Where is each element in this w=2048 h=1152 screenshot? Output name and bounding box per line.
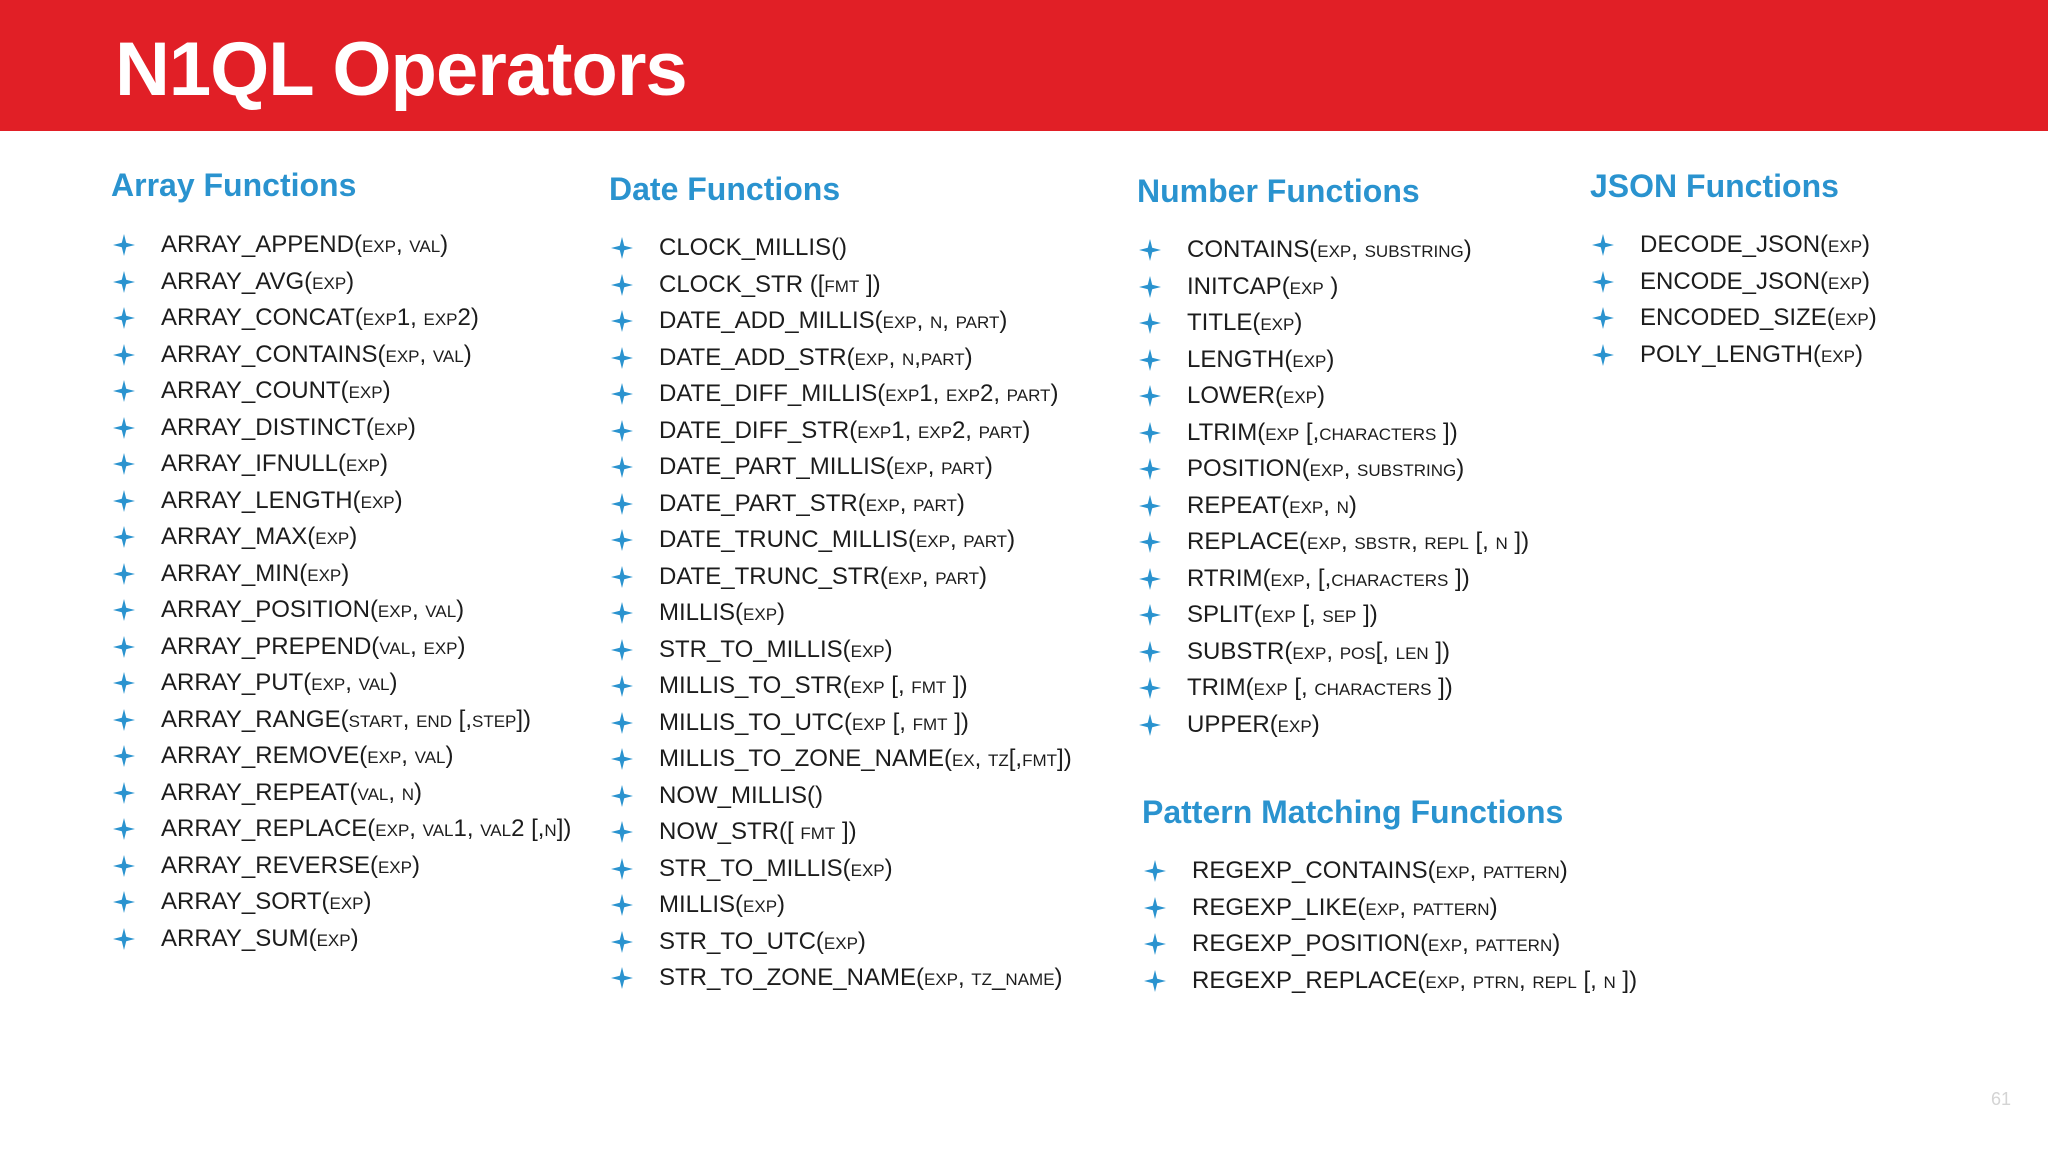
four-point-star-icon [1137,597,1163,634]
function-arguments: (exp) [1820,267,1871,295]
function-name: STR_TO_MILLIS [659,635,843,663]
function-item [1590,264,1877,301]
four-point-star-icon [609,741,635,778]
function-list [1142,853,1637,999]
function-list [609,230,1072,997]
function-arguments: (exp, tz_name) [915,964,1063,991]
four-point-star-icon [1137,269,1163,306]
four-point-star-icon [111,519,137,556]
function-name: MILLIS [659,599,736,626]
function-item [1137,378,1529,415]
function-name: ARRAY_CONTAINS [161,340,378,368]
four-point-star-icon [609,595,635,632]
four-point-star-icon [1142,926,1168,963]
function-arguments: (exp, part) [907,526,1016,553]
function-arguments: (exp, val) [353,231,449,258]
four-point-star-icon [1137,415,1163,452]
function-arguments: (exp, n,part) [846,343,973,371]
function-arguments: (exp) [735,599,786,626]
function-arguments: (exp) [735,891,786,918]
function-arguments: (exp, part) [857,489,965,517]
function-arguments: (exp) [1826,304,1877,331]
function-arguments: (exp [, fmt ]) [843,708,969,736]
four-point-star-icon [609,851,635,888]
function-arguments: (exp, pos[, len ]) [1284,637,1451,665]
function-name: ARRAY_RANGE [161,705,341,733]
function-arguments: (exp [, fmt ]) [842,672,968,699]
function-arguments: (exp) [815,927,866,955]
four-point-star-icon [1137,232,1163,269]
four-point-star-icon [609,486,635,523]
function-item [111,410,571,447]
four-point-star-icon [111,884,137,921]
four-point-star-icon [609,887,635,924]
function-item [111,337,571,374]
four-point-star-icon [1137,378,1163,415]
function-arguments: (ex, tz[,fmt]) [943,745,1072,772]
function-item [111,775,571,812]
function-item [1590,300,1877,337]
function-name: CONTAINS [1187,236,1310,263]
function-item [1137,670,1529,707]
four-point-star-icon [111,738,137,775]
function-name: CLOCK_STR ([ [659,270,825,298]
four-point-star-icon [1137,451,1163,488]
function-name: ENCODED_SIZE [1640,304,1827,331]
section-title: Pattern Matching Functions [1142,794,1564,830]
function-arguments: (exp) [340,377,391,404]
slide-title: N1QL Operators [115,27,687,112]
function-item [111,373,571,410]
function-item [609,960,1072,997]
number-functions-section [1137,171,1529,743]
function-item [1142,890,1637,927]
function-name: DECODE_JSON [1640,231,1821,258]
function-arguments: (exp, ptrn, repl [, n ]) [1417,966,1638,994]
function-arguments: (exp, n, part) [874,307,1008,334]
function-item [1137,269,1529,306]
function-item [609,413,1072,450]
function-name: DATE_DIFF_MILLIS [659,380,878,407]
function-item [1137,561,1529,598]
function-item [1590,337,1877,374]
section-title: JSON Functions [1590,168,1839,204]
title-bar [0,0,2048,131]
function-name: REGEXP_CONTAINS [1192,857,1428,884]
function-name: ARRAY_REPEAT [161,778,350,806]
function-name: ARRAY_DISTINCT [161,413,366,441]
function-item [1137,488,1529,525]
four-point-star-icon [609,449,635,486]
function-name: SPLIT [1187,601,1254,628]
function-item [111,483,571,520]
function-arguments: (exp) [304,267,355,295]
four-point-star-icon [609,340,635,377]
four-point-star-icon [609,705,635,742]
function-name: DATE_PART_STR [659,489,858,517]
function-arguments: (exp, n) [1281,491,1357,519]
function-arguments: (exp [, sep ]) [1253,601,1378,628]
function-arguments: (exp) [1252,309,1303,336]
function-item [111,592,571,629]
function-item [609,705,1072,742]
function-list [1590,227,1877,373]
function-name: DATE_ADD_STR [659,343,847,371]
function-name: SUBSTR [1187,637,1285,665]
four-point-star-icon [609,960,635,997]
function-arguments: (exp) [1820,231,1871,258]
function-item [609,376,1072,413]
function-arguments: (exp) [1284,345,1335,373]
function-name: ARRAY_REVERSE [161,851,370,879]
function-arguments: (exp, pattern) [1427,857,1568,884]
four-point-star-icon [111,556,137,593]
array-functions-section [111,165,571,957]
four-point-star-icon [1142,853,1168,890]
function-arguments: (exp, part) [885,453,993,480]
function-arguments: (exp, val) [377,340,472,368]
function-arguments: (exp) [365,413,416,441]
function-item [1137,232,1529,269]
function-item [609,778,1072,815]
function-name: STR_TO_MILLIS [659,854,843,882]
function-arguments: (exp [, characters ]) [1245,674,1453,701]
four-point-star-icon [111,702,137,739]
function-item [111,811,571,848]
function-arguments: (val, exp) [371,632,466,660]
function-name: REGEXP_POSITION [1192,930,1421,957]
four-point-star-icon [1137,342,1163,379]
function-name: REPLACE [1187,528,1300,555]
function-item [111,702,571,739]
function-name: NOW_STR([ [659,818,794,845]
function-name: ARRAY_MIN [161,559,300,587]
function-name: MILLIS_TO_STR [659,672,843,699]
four-point-star-icon [1590,300,1616,337]
function-item [609,230,1072,267]
function-list [1137,232,1529,743]
function-name: ARRAY_LENGTH [161,486,353,514]
function-name: MILLIS_TO_UTC [659,708,844,736]
function-item [1137,524,1529,561]
function-item [111,446,571,483]
function-item [1137,451,1529,488]
four-point-star-icon [111,446,137,483]
function-item [111,738,571,775]
function-item [111,665,571,702]
function-arguments: (exp) [1812,340,1863,368]
function-name: ARRAY_REPLACE [161,815,368,842]
four-point-star-icon [609,267,635,304]
four-point-star-icon [111,629,137,666]
function-item [609,449,1072,486]
four-point-star-icon [1142,890,1168,927]
page-number: 61 [1990,1089,2011,1109]
function-item [1142,853,1637,890]
four-point-star-icon [111,300,137,337]
function-arguments: fmt ]) [793,818,857,845]
function-arguments: (exp, substring) [1309,236,1472,263]
function-name: TITLE [1187,309,1253,336]
function-item [111,921,571,958]
four-point-star-icon [609,668,635,705]
function-item [609,814,1072,851]
function-arguments: (exp1, exp2, part) [849,416,1031,444]
function-name: POSITION [1187,455,1302,482]
function-arguments: (exp, part) [879,562,988,590]
four-point-star-icon [111,592,137,629]
function-item [609,741,1072,778]
function-name: ARRAY_REMOVE [161,742,360,769]
function-arguments: (exp, [,characters ]) [1262,564,1470,592]
function-item [1137,707,1529,744]
function-name: ARRAY_POSITION [161,596,370,623]
function-arguments: (exp) [352,486,403,514]
function-arguments: (exp) [1275,382,1326,409]
function-item [1137,305,1529,342]
four-point-star-icon [609,376,635,413]
function-name: REPEAT [1187,491,1282,519]
function-name: ARRAY_MAX [161,523,308,550]
four-point-star-icon [1137,634,1163,671]
four-point-star-icon [111,775,137,812]
four-point-star-icon [111,337,137,374]
function-item [609,522,1072,559]
function-item [609,924,1072,961]
function-name: ARRAY_IFNULL [161,450,338,477]
function-item [1142,963,1637,1000]
section-title: Array Functions [111,167,357,203]
function-name: UPPER [1187,710,1270,738]
function-name: ARRAY_SUM [161,924,309,952]
function-item [111,300,571,337]
function-name: LTRIM [1187,418,1258,446]
function-name: STR_TO_UTC [659,927,816,955]
function-name: ARRAY_PREPEND [161,632,372,660]
function-name: RTRIM [1187,564,1263,592]
four-point-star-icon [1137,707,1163,744]
function-arguments: (exp, val1, val2 [,n]) [367,815,572,842]
function-arguments: (exp, val) [303,669,398,696]
function-arguments: (exp) [369,851,420,879]
function-arguments: (exp) [321,888,372,915]
function-name: ARRAY_CONCAT [161,304,355,331]
function-arguments: (exp [,characters ]) [1257,418,1458,446]
function-item [111,556,571,593]
function-name: MILLIS_TO_ZONE_NAME [659,745,944,772]
function-name: MILLIS [659,891,736,918]
function-item [609,851,1072,888]
function-name: INITCAP [1187,272,1282,300]
function-item [1137,634,1529,671]
function-arguments: (exp, sbstr, repl [, n ]) [1299,528,1530,555]
four-point-star-icon [1137,305,1163,342]
four-point-star-icon [111,921,137,958]
function-list [111,227,571,957]
four-point-star-icon [609,814,635,851]
function-arguments: (val, n) [349,778,422,806]
function-name: STR_TO_ZONE_NAME [659,964,916,991]
function-arguments: (exp) [337,450,388,477]
function-arguments: (exp) [1269,710,1320,738]
function-arguments: (exp1, exp2, part) [877,380,1059,407]
function-name: ARRAY_AVG [161,267,305,295]
function-arguments: (exp) [308,924,359,952]
four-point-star-icon [609,924,635,961]
function-name: CLOCK_MILLIS() [659,234,848,261]
four-point-star-icon [1137,670,1163,707]
four-point-star-icon [609,559,635,596]
four-point-star-icon [609,778,635,815]
four-point-star-icon [111,483,137,520]
function-arguments: (exp, pattern) [1420,930,1561,957]
four-point-star-icon [111,373,137,410]
function-arguments: (exp) [307,523,358,550]
function-name: LOWER [1187,382,1276,409]
function-arguments: fmt ]) [824,270,881,298]
function-name: DATE_DIFF_STR [659,416,850,444]
four-point-star-icon [1137,524,1163,561]
function-item [609,303,1072,340]
pattern-matching-functions-section [1142,792,1637,999]
function-name: ARRAY_PUT [161,669,304,696]
function-item [1137,597,1529,634]
function-name: ENCODE_JSON [1640,267,1821,295]
four-point-star-icon [609,303,635,340]
function-item [1142,926,1637,963]
function-name: DATE_ADD_MILLIS [659,307,875,334]
function-item [609,887,1072,924]
function-item [609,486,1072,523]
function-name: REGEXP_REPLACE [1192,966,1418,994]
function-item [609,632,1072,669]
function-item [111,848,571,885]
function-item [111,264,571,301]
function-arguments: (exp ) [1281,272,1339,300]
function-arguments: (exp) [842,635,893,663]
function-item [609,340,1072,377]
function-item [609,267,1072,304]
section-title: Number Functions [1137,173,1420,209]
four-point-star-icon [1142,963,1168,1000]
function-name: NOW_MILLIS() [659,781,824,809]
function-item [111,629,571,666]
function-item [1590,227,1877,264]
four-point-star-icon [1137,561,1163,598]
function-item [1137,342,1529,379]
function-arguments: (exp1, exp2) [354,304,479,331]
function-name: DATE_TRUNC_MILLIS [659,526,908,553]
four-point-star-icon [609,632,635,669]
four-point-star-icon [1137,488,1163,525]
function-item [1137,415,1529,452]
section-title: Date Functions [609,171,841,207]
four-point-star-icon [111,410,137,447]
function-arguments: (exp, pattern) [1357,893,1498,921]
four-point-star-icon [111,227,137,264]
function-item [111,227,571,264]
function-arguments: (exp, val) [359,742,454,769]
function-name: REGEXP_LIKE [1192,893,1358,921]
json-functions-section [1590,166,1877,373]
four-point-star-icon [609,522,635,559]
four-point-star-icon [1590,264,1616,301]
function-name: DATE_PART_MILLIS [659,453,886,480]
function-name: ARRAY_COUNT [161,377,341,404]
function-name: ARRAY_APPEND [161,231,354,258]
function-name: LENGTH [1187,345,1285,373]
function-arguments: (exp, val) [369,596,465,623]
function-arguments: (exp, substring) [1301,455,1465,482]
function-name: TRIM [1187,674,1246,701]
four-point-star-icon [111,665,137,702]
function-arguments: (start, end [,step]) [340,705,532,733]
four-point-star-icon [609,230,635,267]
function-arguments: (exp) [299,559,350,587]
four-point-star-icon [1590,227,1616,264]
four-point-star-icon [111,811,137,848]
function-name: POLY_LENGTH [1640,340,1813,368]
function-item [609,559,1072,596]
function-name: DATE_TRUNC_STR [659,562,880,590]
function-item [111,519,571,556]
four-point-star-icon [1590,337,1616,374]
four-point-star-icon [111,264,137,301]
function-item [609,668,1072,705]
date-functions-section [609,169,1072,997]
function-item [111,884,571,921]
four-point-star-icon [609,413,635,450]
function-item [609,595,1072,632]
four-point-star-icon [111,848,137,885]
function-name: ARRAY_SORT [161,888,322,915]
function-arguments: (exp) [842,854,893,882]
